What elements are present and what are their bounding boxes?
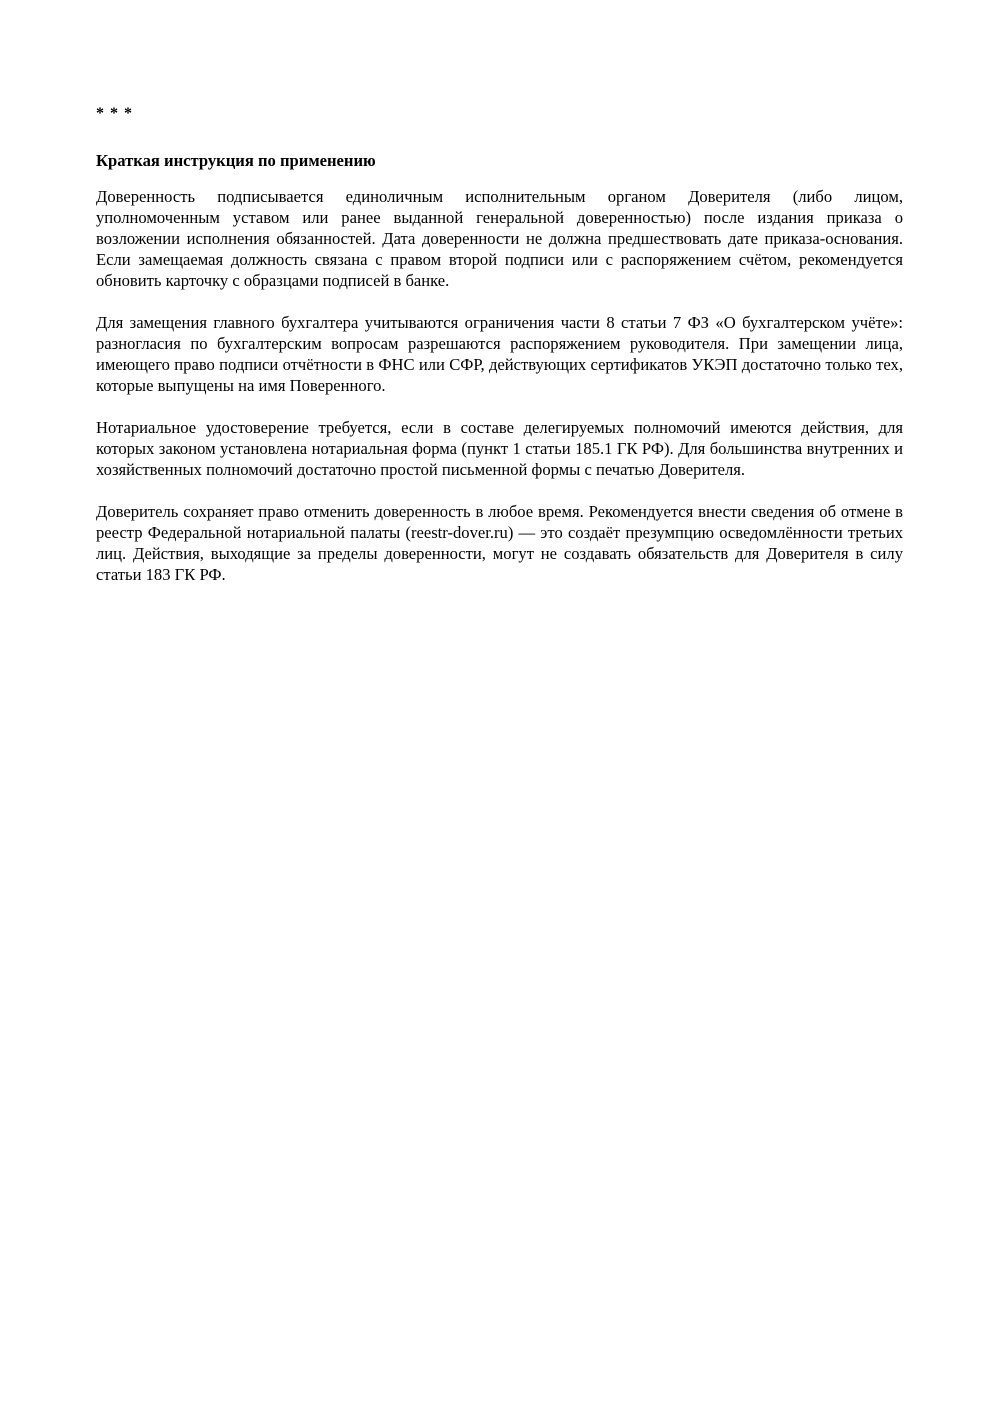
paragraph-revocation: Доверитель сохраняет право отменить доверенность в любое время. Рекомендуется внести сведения об отмене в реестр Федеральной нотариальной палаты (reestr-dover.ru) — это создаёт презумпцию осведомлённости третьих лиц. Действия, выходящие за пределы доверенности, могут не создавать обязательств для Доверителя в силу статьи 183 ГК РФ. bbox=[96, 502, 903, 584]
paragraph-notarization: Нотариальное удостоверение требуется, если в составе делегируемых полномочий имеются действия, для которых законом установлена нотариальная форма (пункт 1 статьи 185.1 ГК РФ). Для большинства внутренних и хозяйственных полномочий достаточно простой письменной формы с печатью Доверителя. bbox=[96, 418, 903, 479]
document-body bbox=[96, 104, 903, 606]
section-separator: * * * bbox=[96, 105, 133, 122]
paragraph-signing: Доверенность подписывается единоличным исполнительным органом Доверителя (либо лицом, уполномоченным уставом или ранее выданной генеральной доверенностью) после издания приказа о возложении исполнения обязанностей. Дата доверенности не должна предшествовать дате приказа-основания. Если замещаемая должность связана с правом второй подписи или с распоряжением счётом, рекомендуется обновить карточку с образцами подписей в банке. bbox=[96, 187, 903, 290]
paragraph-chief-accountant: Для замещения главного бухгалтера учитываются ограничения части 8 статьи 7 ФЗ «О бухгалтерском учёте»: разногласия по бухгалтерским вопросам разрешаются распоряжением руководителя. При замещении лица, имеющего право подписи отчётности в ФНС или СФР, действующих сертификатов УКЭП достаточно только тех, которые выпущены на имя Поверенного. bbox=[96, 313, 903, 395]
instruction-heading: Краткая инструкция по применению bbox=[96, 151, 376, 170]
